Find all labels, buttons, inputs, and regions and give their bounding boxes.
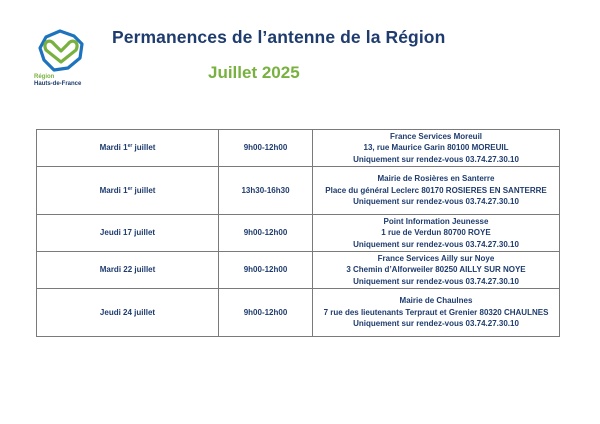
region-map-heart-icon <box>32 28 96 76</box>
page-title: Permanences de l’antenne de la Région <box>112 27 446 47</box>
place-address: 1 rue de Verdun 80700 ROYE <box>381 228 491 238</box>
logo-line-2: Hauts-de-France <box>34 81 82 87</box>
place-name: France Services Ailly sur Noye <box>377 253 495 263</box>
place-address: Place du général Leclerc 80170 ROSIERES EN SANTERRE <box>325 185 547 195</box>
date-cell: Mardi 22 juillet <box>37 252 219 289</box>
page-subtitle: Juillet 2025 <box>208 63 300 82</box>
place-name: Mairie de Rosières en Santerre <box>377 174 495 184</box>
location-cell <box>313 252 560 289</box>
schedule-table <box>36 129 560 337</box>
region-logo-text <box>34 74 81 88</box>
location-cell <box>313 130 560 167</box>
location-cell <box>313 167 560 215</box>
date-cell: Jeudi 17 juillet <box>37 215 219 252</box>
place-name: France Services Moreuil <box>389 131 483 141</box>
place-address: 7 rue des lieutenants Terpraut et Grenier 80320 CHAULNES <box>323 307 549 317</box>
appointment-note: Uniquement sur rendez-vous 03.74.27.30.10 <box>353 239 519 249</box>
table-row <box>37 252 560 289</box>
logo-line-1: Région <box>34 74 55 80</box>
time-cell: 9h00-12h00 <box>219 289 313 337</box>
appointment-note: Uniquement sur rendez-vous 03.74.27.30.10 <box>353 154 519 164</box>
time-cell: 9h00-12h00 <box>219 215 313 252</box>
time-cell: 9h00-12h00 <box>219 130 313 167</box>
table-row <box>37 289 560 337</box>
table-row <box>37 130 560 167</box>
time-cell: 9h00-12h00 <box>219 252 313 289</box>
table-row <box>37 215 560 252</box>
date-cell: Mardi 1er juillet <box>37 167 219 215</box>
appointment-note: Uniquement sur rendez-vous 03.74.27.30.10 <box>353 276 519 286</box>
appointment-note: Uniquement sur rendez-vous 03.74.27.30.10 <box>353 197 519 207</box>
place-name: Point Information Jeunesse <box>383 216 489 226</box>
place-name: Mairie de Chaulnes <box>399 296 473 306</box>
date-cell: Jeudi 24 juillet <box>37 289 219 337</box>
location-cell <box>313 289 560 337</box>
table-row <box>37 167 560 215</box>
appointment-note: Uniquement sur rendez-vous 03.74.27.30.10 <box>353 319 519 329</box>
time-cell: 13h30-16h30 <box>219 167 313 215</box>
date-cell: Mardi 1er juillet <box>37 130 219 167</box>
place-address: 13, rue Maurice Garin 80100 MOREUIL <box>363 143 509 153</box>
place-address: 3 Chemin d’Alforweiler 80250 AILLY SUR NOYE <box>346 265 526 275</box>
location-cell <box>313 215 560 252</box>
